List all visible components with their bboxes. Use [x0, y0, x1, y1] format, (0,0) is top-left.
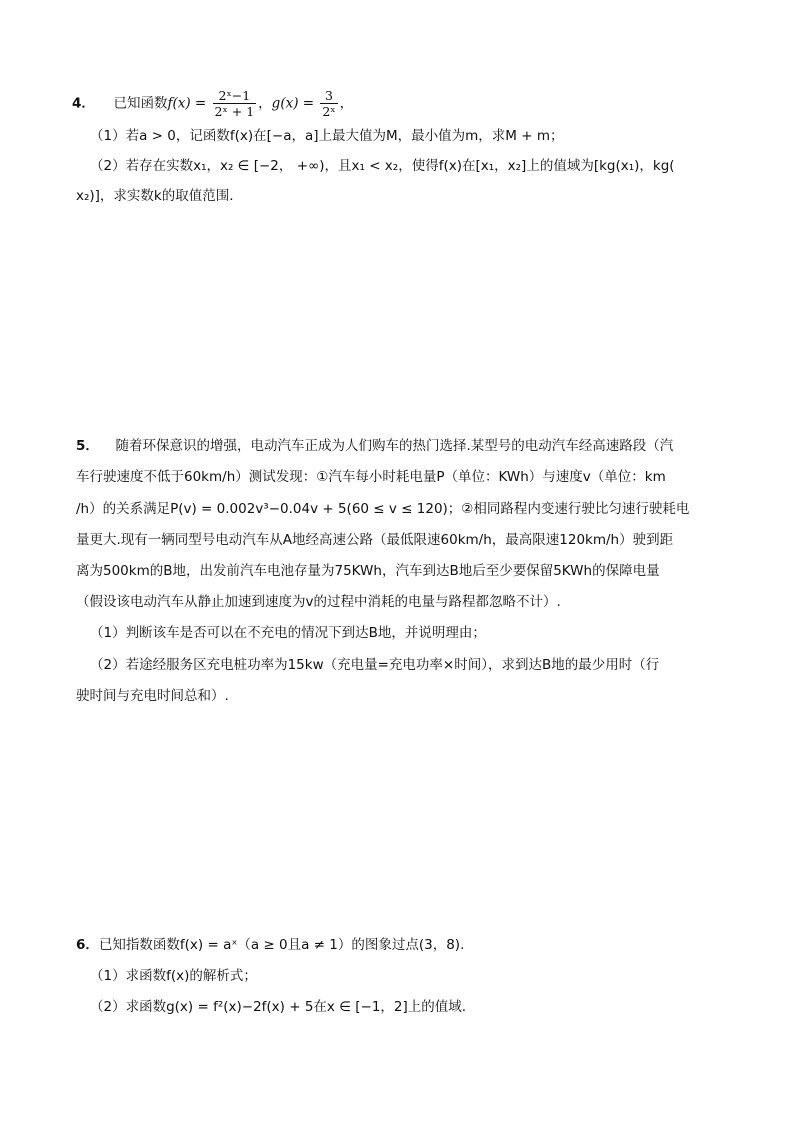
q5-line6: （假设该电动汽车从静止加速到速度为v的过程中消耗的电量与路程都忽略不计）.	[76, 594, 561, 610]
q4-f-fraction	[213, 88, 257, 119]
q5-number: 5．	[76, 438, 99, 454]
q6-line1	[76, 935, 464, 955]
q5-part1: （1）判断该车是否可以在不充电的情况下到达B地，并说明理由；	[90, 625, 486, 641]
q4-f-lhs: f(x) =	[167, 95, 211, 112]
q4-sep: ，	[258, 95, 272, 112]
q5-part2-line2: 驶时间与充电时间总和）.	[76, 688, 229, 704]
q4-g-lhs: g(x) =	[271, 95, 319, 112]
q4-f-numerator: 2ˣ−1	[213, 88, 257, 104]
q5-part2-line1: （2）若途经服务区充电桩功率为15kw（充电量=充电功率×时间），求到达B地的最少用时（行	[90, 657, 660, 673]
q4-intro: 已知函数	[113, 95, 168, 112]
q6-part1: （1）求函数f(x)的解析式；	[90, 968, 257, 984]
q4-part2-line1: （2）若存在实数x₁，x₂ ∈ [−2， +∞)，且x₁ < x₂，使得f(x)在[x₁，x₂]上的值域为[kg(x₁)，kg(	[90, 158, 675, 174]
q4-stem	[72, 88, 353, 119]
q4-g-fraction	[320, 88, 337, 119]
q4-g-denominator: 2ˣ	[322, 104, 336, 119]
q5-line5: 离为500km的B地，出发前汽车电池存量为75KWh，汽车到达B地后至少要保留5KWh的保障电量	[76, 563, 660, 579]
q5-line1-text: 随着环保意识的增强，电动汽车正成为人们购车的热门选择.某型号的电动汽车经高速路段（汽	[115, 438, 674, 454]
q4-f-denominator: 2ˣ + 1	[214, 104, 255, 119]
q4-part2-line2: x₂)]，求实数k的取值范围．	[76, 188, 243, 204]
q4-number: 4．	[72, 95, 95, 112]
q6-line1-text: 已知指数函数f(x) = aˣ（a ≥ 0且a ≠ 1）的图象过点(3，8).	[98, 937, 465, 953]
q4-end: ，	[339, 95, 354, 112]
q6-part2: （2）求函数g(x) = f²(x)−2f(x) + 5在x ∈ [−1，2]上的值域.	[90, 999, 467, 1015]
q5-line2: 车行驶速度不低于60km/h）测试发现：①汽车每小时耗电量P（单位：KWh）与速度v（单位：km	[76, 469, 666, 485]
q5-line1	[76, 436, 673, 456]
q6-number: 6．	[76, 937, 99, 953]
q4-g-numerator: 3	[320, 88, 337, 104]
q5-line3: /h）的关系满足P(v) = 0.002v³−0.04v + 5(60 ≤ v ≤ 120)；②相同路程内变速行驶比匀速行驶耗电	[76, 501, 690, 517]
q4-part1: （1）若a > 0，记函数f(x)在[−a，a]上最大值为M，最小值为m，求M + m；	[90, 128, 564, 144]
q5-line4: 量更大.现有一辆同型号电动汽车从A地经高速公路（最低限速60km/h，最高限速120km/h）驶到距	[76, 532, 674, 548]
